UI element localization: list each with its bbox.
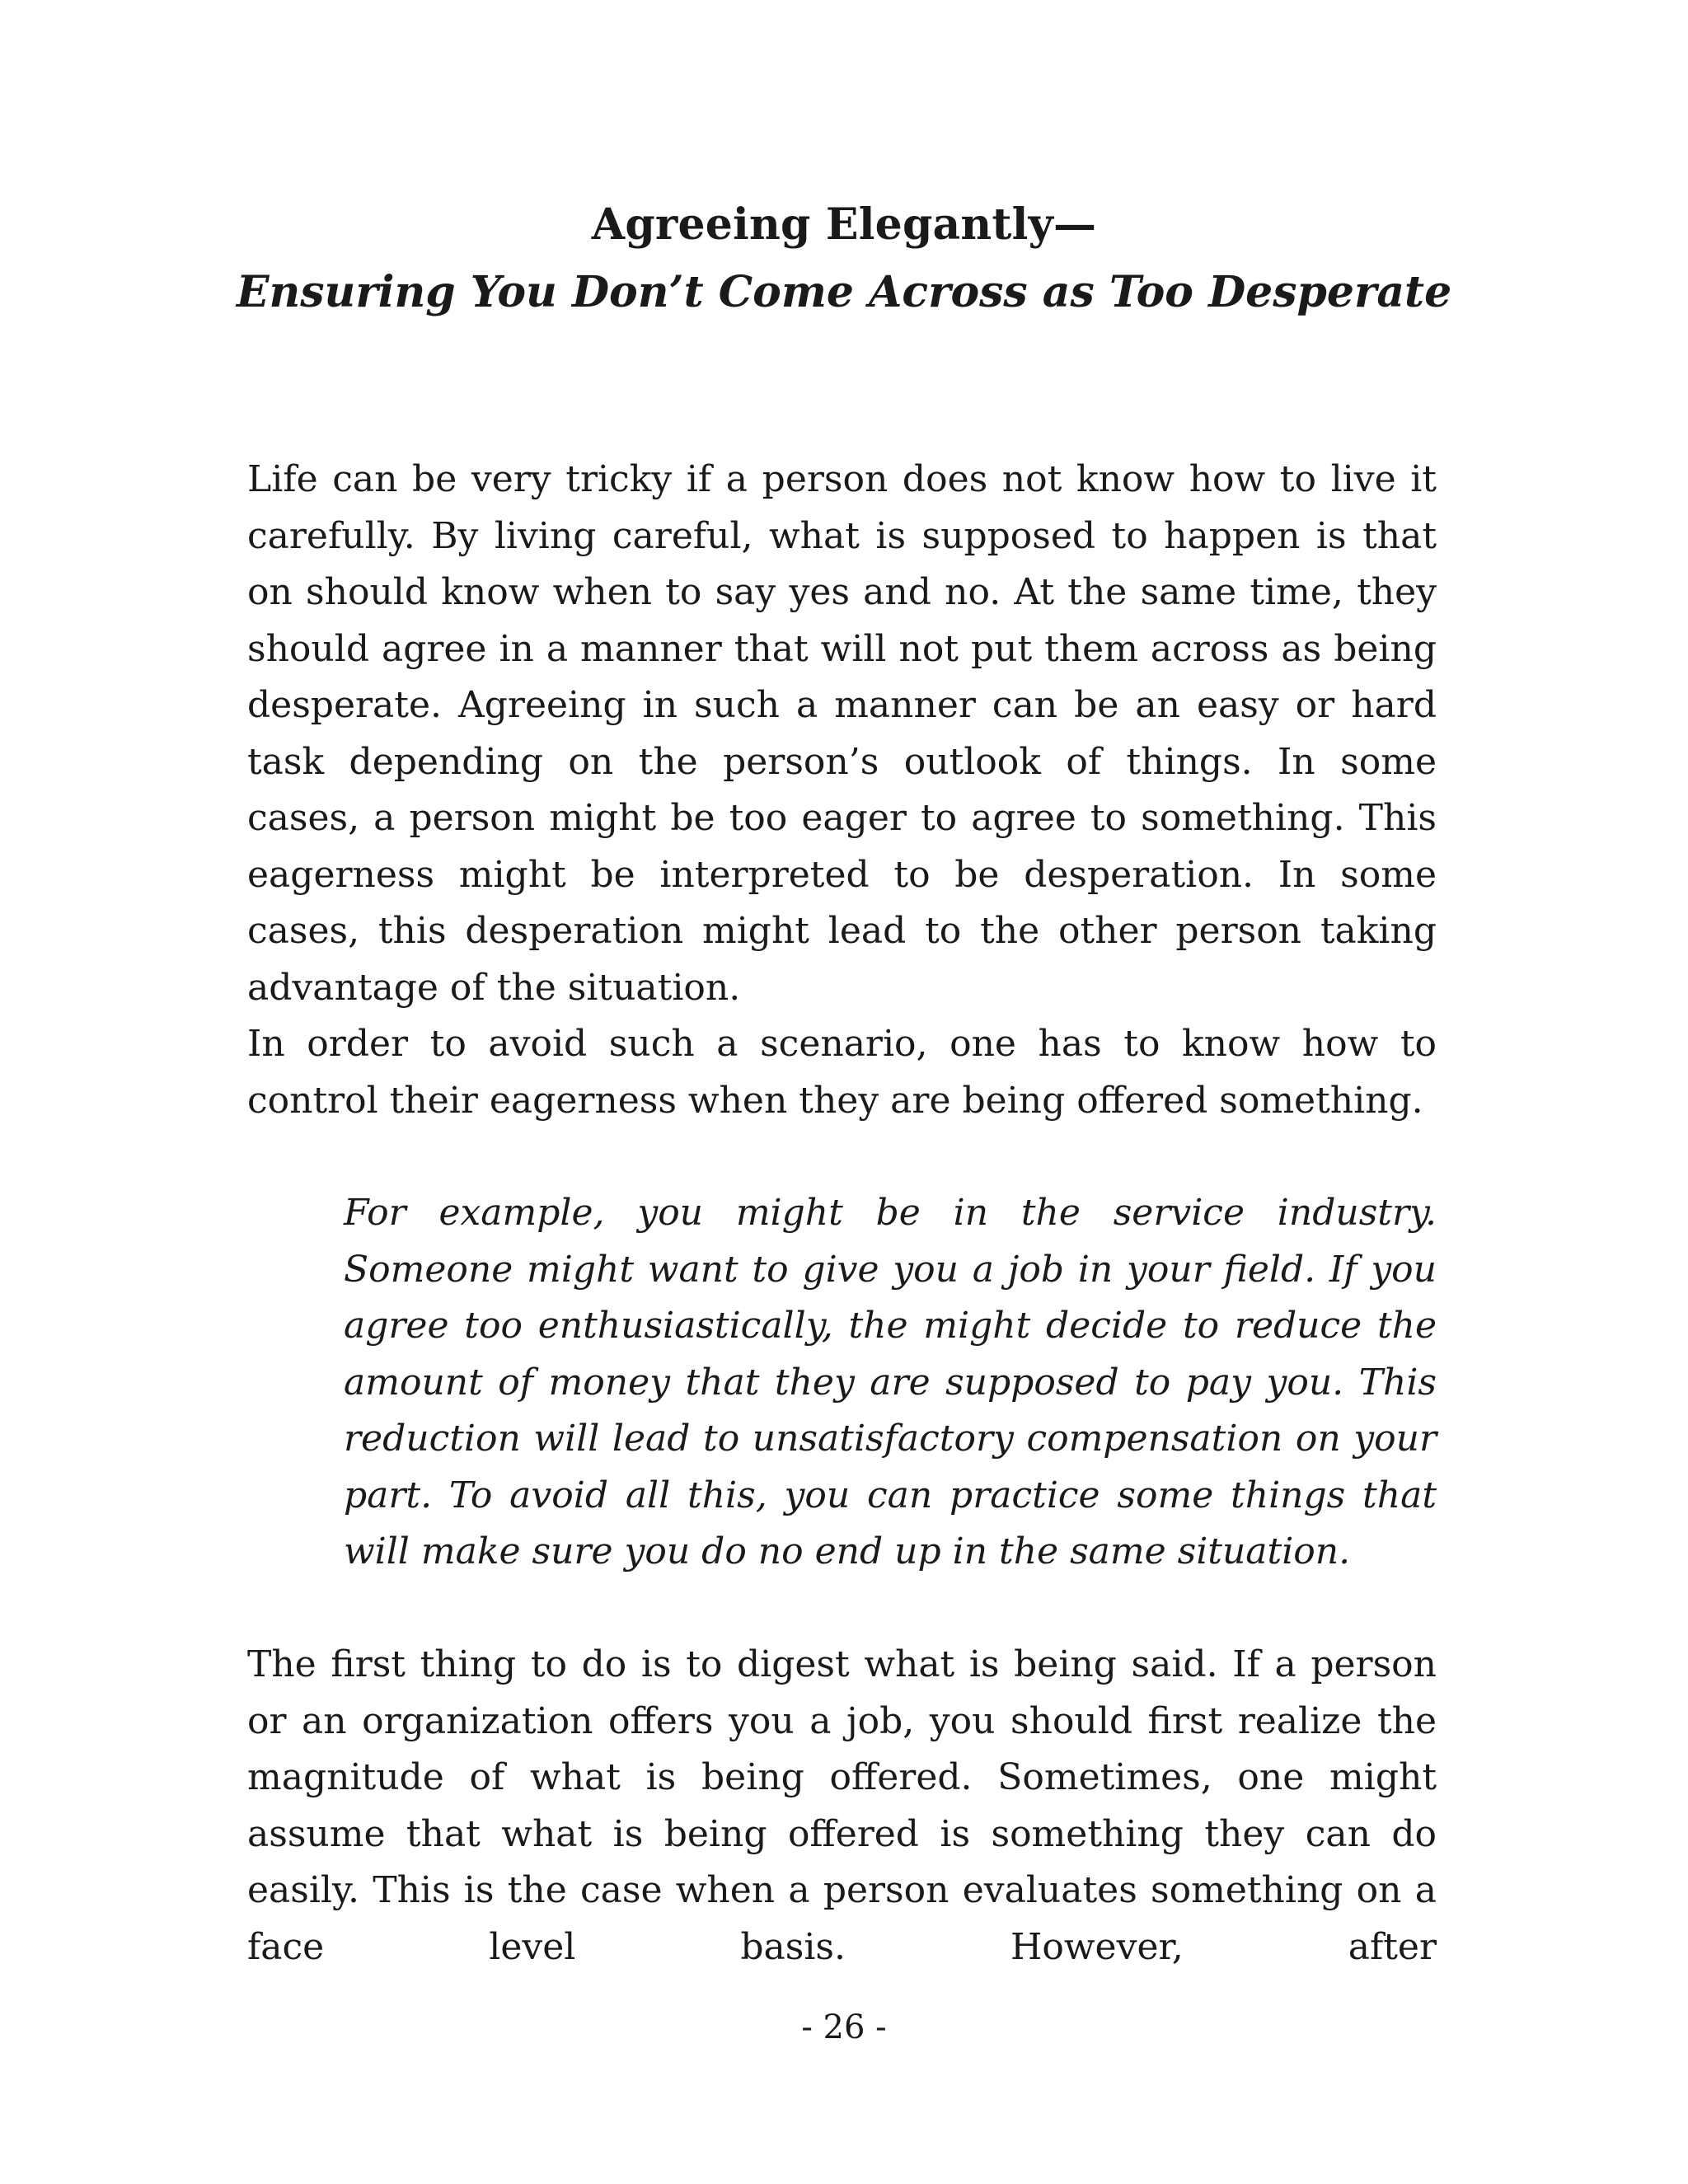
body-paragraph-1: Life can be very tricky if a person does not know how to live it carefully. By living careful, what is supposed to happen is that on should know when to say yes and no. At the same time, they should agree in a manner that will not put them across as being desperate. Agreeing in such a manner can be an easy or hard task depending on the person’s outlook of things. In some cases, a person might be too eager to agree to something. This eagerness might be interpreted to be desperation. In some cases, this desperation might lead to the other person taking advantage of the situation. bbox=[247, 458, 1437, 1009]
body-paragraph-3: The first thing to do is to digest what is being said. If a person or an organization offers you a job, you should first realize the magnitude of what is being offered. Sometimes, one might assume that what is being offered is something they can do easily. This is the case when a person evaluates something on a face level basis. However, after bbox=[247, 1643, 1437, 1968]
chapter-title: Agreeing Elegantly— bbox=[591, 199, 1097, 250]
example-block-quote: For example, you might be in the service industry. Someone might want to give you a job in your field. If you agree too enthusiastically, the might decide to reduce the amount of money that they are supposed to pay you. This reduction will lead to unsatisfactory compensation on your part. To avoid all this, you can practice some things that will make sure you do no end up in the same situation. bbox=[344, 1192, 1437, 1572]
chapter-heading bbox=[0, 191, 1688, 326]
chapter-subtitle: Ensuring You Don’t Come Across as Too Desperate bbox=[236, 267, 1452, 317]
body-paragraph-2: In order to avoid such a scenario, one has to know how to control their eagerness when they are being offered something. bbox=[247, 1023, 1437, 1122]
page-number: - 26 - bbox=[801, 2008, 887, 2046]
